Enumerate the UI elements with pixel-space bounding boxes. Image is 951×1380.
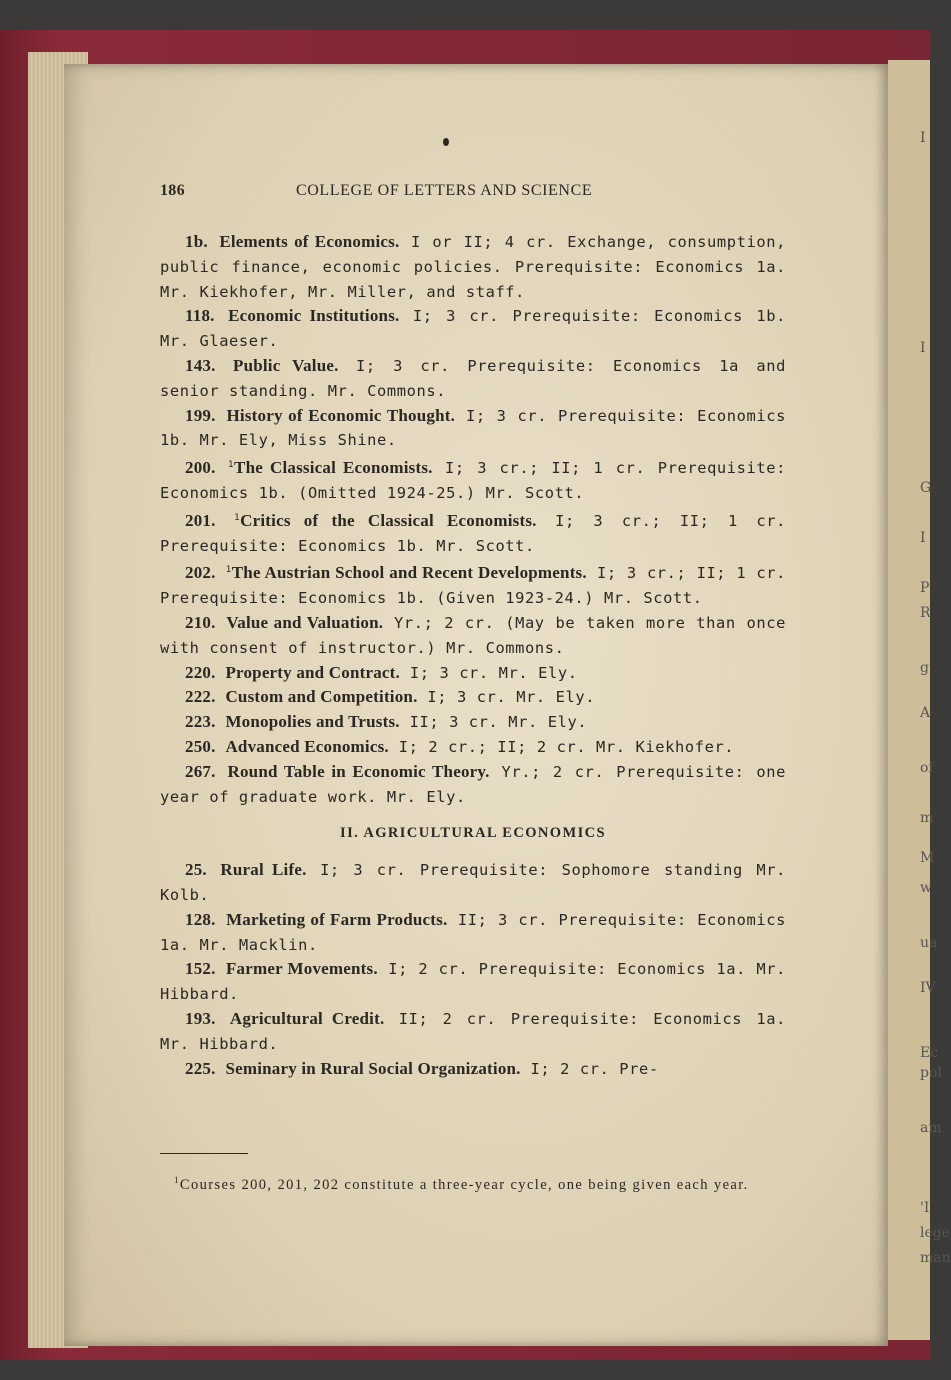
course-entry — [160, 710, 786, 735]
footnote-marker: 1 — [174, 1175, 180, 1185]
facing-page-fragment: lege — [920, 1225, 951, 1241]
course-entry — [160, 453, 786, 506]
course-entry — [160, 304, 786, 354]
course-title: Property and Contract. — [225, 662, 400, 682]
course-title: Round Table in Economic Theory. — [227, 761, 490, 781]
course-entry — [160, 858, 786, 908]
course-listing — [160, 230, 786, 1081]
facing-page-fragment: I — [920, 340, 926, 356]
course-number: 200. — [185, 458, 216, 478]
course-details: I; 3 cr. Prerequisite: Sophomore standing Mr. Kolb. — [160, 861, 786, 904]
facing-page-fragment: I — [920, 530, 926, 546]
facing-page-fragment: G — [920, 480, 932, 496]
footnote-reference: 1 — [234, 512, 241, 523]
course-title: Elements of Economics. — [219, 232, 400, 251]
course-entry — [160, 506, 786, 559]
facing-page-fragment: man — [920, 1250, 951, 1266]
running-header — [160, 182, 786, 202]
course-number: 25. — [185, 860, 207, 880]
agricultural-economics-courses — [160, 858, 786, 1081]
course-entry — [160, 908, 786, 958]
course-details: I; 3 cr. Prerequisite: Economics 1b. Mr. Glaeser. — [160, 307, 786, 351]
course-title: Seminary in Rural Social Organization. — [225, 1058, 521, 1078]
course-details: II; 2 cr. Prerequisite: Economics 1a. Mr. Hibbard. — [160, 1009, 786, 1053]
course-entry — [160, 611, 786, 661]
section-heading: II. AGRICULTURAL ECONOMICS — [340, 825, 606, 842]
course-details: I; 3 cr. Mr. Ely. — [427, 688, 596, 707]
facing-page-fragment: pol — [920, 1065, 942, 1081]
course-number: 223. — [185, 712, 216, 732]
facing-page-edge — [888, 60, 951, 1340]
course-title: Custom and Competition. — [225, 687, 418, 707]
course-entry — [160, 558, 786, 611]
course-details: II; 3 cr. Prerequisite: Economics 1a. Mr. Macklin. — [160, 910, 786, 954]
course-number: 225. — [185, 1058, 216, 1078]
footnote-rule — [160, 1153, 248, 1154]
course-number: 143. — [185, 355, 216, 375]
course-entry — [160, 1007, 786, 1057]
course-number: 222. — [185, 687, 216, 707]
economics-courses — [160, 230, 786, 809]
course-entry — [160, 685, 786, 710]
course-number: 118. — [185, 306, 215, 326]
course-title: Advanced Economics. — [225, 736, 389, 756]
course-title: Agricultural Credit. — [229, 1008, 385, 1028]
course-entry — [160, 404, 786, 454]
course-title: Value and Valuation. — [226, 612, 384, 632]
course-number: 267. — [185, 761, 216, 781]
facing-page-fragment: w — [920, 880, 932, 896]
course-title: The Classical Economists. — [234, 458, 433, 478]
course-number: 202. — [185, 563, 216, 583]
course-details: I; 2 cr. Prerequisite: Economics 1a. Mr. Hibbard. — [160, 960, 787, 1004]
facing-page-fragment: Ec — [920, 1045, 939, 1061]
course-title: Marketing of Farm Products. — [226, 909, 448, 929]
course-number: 210. — [185, 612, 216, 632]
facing-page-fragment: g — [920, 660, 929, 676]
book-page — [64, 64, 888, 1346]
course-entry — [160, 354, 786, 404]
course-details: I; 3 cr.; II; 1 cr. Prerequisite: Economics 1b. (Omitted 1924-25.) Mr. Scott. — [160, 459, 786, 502]
course-title: Public Value. — [232, 355, 339, 375]
course-title: The Austrian School and Recent Developments. — [231, 563, 587, 583]
course-details: I; 2 cr.; II; 2 cr. Mr. Kiekhofer. — [398, 737, 735, 756]
course-entry — [160, 661, 786, 686]
facing-page-fragment: M — [920, 850, 935, 866]
facing-page-fragment: ua — [920, 935, 938, 951]
course-title: Critics of the Classical Economists. — [240, 510, 537, 530]
course-title: Rural Life. — [220, 860, 307, 880]
course-number: 193. — [185, 1008, 216, 1028]
page-number: 186 — [160, 182, 185, 199]
footnote-reference: 1 — [225, 565, 232, 576]
course-number: 220. — [185, 662, 216, 682]
ink-mark — [443, 138, 449, 146]
facing-page-fragment: I — [920, 130, 926, 146]
footnote — [160, 1170, 786, 1195]
course-title: Economic Institutions. — [228, 306, 400, 326]
facing-page-fragment: P — [920, 580, 930, 596]
course-entry — [160, 1057, 786, 1082]
course-details: I or II; 4 cr. Exchange, consumption, public finance, economic policies. Prerequisite: Economics 1a. Mr. Kiekhofer, Mr. Miller, and staff. — [160, 233, 786, 301]
course-number: 128. — [185, 909, 216, 929]
course-title: History of Economic Thought. — [226, 405, 456, 425]
course-details: I; 3 cr.; II; 1 cr. Prerequisite: Economics 1b. (Given 1923-24.) Mr. Scott. — [160, 564, 786, 608]
course-details: Yr.; 2 cr. Prerequisite: one year of graduate work. Mr. Ely. — [160, 762, 787, 806]
facing-page-fragment: A — [920, 705, 931, 721]
facing-page-fragment: m — [920, 810, 934, 826]
footnote-text: Courses 200, 201, 202 constitute a three-year cycle, one being given each year. — [179, 1177, 749, 1193]
facing-page-fragment: 'I — [920, 1200, 930, 1216]
course-details: I; 3 cr. Mr. Ely. — [409, 663, 578, 682]
course-number: 201. — [185, 510, 216, 530]
course-details: I; 3 cr. Prerequisite: Economics 1b. Mr. Ely, Miss Shine. — [160, 406, 786, 450]
facing-page-fragment: R — [920, 605, 931, 621]
course-details: I; 3 cr. Prerequisite: Economics 1a and senior standing. Mr. Commons. — [160, 356, 786, 400]
course-details: I; 3 cr.; II; 1 cr. Prerequisite: Economics 1b. Mr. Scott. — [160, 511, 787, 555]
course-title: Monopolies and Trusts. — [225, 712, 400, 732]
facing-page-fragment: of — [920, 760, 934, 776]
course-entry — [160, 735, 786, 760]
course-number: 1b. — [185, 232, 208, 251]
course-entry — [160, 957, 786, 1007]
footnote-reference: 1 — [228, 460, 235, 471]
facing-page-fragment: IV — [920, 980, 936, 996]
course-number: 199. — [185, 405, 216, 425]
course-details: I; 2 cr. Pre- — [530, 1059, 659, 1078]
course-number: 250. — [185, 736, 216, 756]
course-entry — [160, 230, 786, 304]
facing-page-fragment: am — [920, 1120, 942, 1136]
course-title: Farmer Movements. — [225, 959, 378, 979]
course-number: 152. — [185, 959, 216, 979]
course-details: II; 3 cr. Mr. Ely. — [409, 713, 588, 732]
course-details: Yr.; 2 cr. (May be taken more than once with consent of instructor.) Mr. Commons. — [160, 613, 786, 657]
course-entry — [160, 760, 786, 810]
running-title: COLLEGE OF LETTERS AND SCIENCE — [296, 182, 593, 199]
